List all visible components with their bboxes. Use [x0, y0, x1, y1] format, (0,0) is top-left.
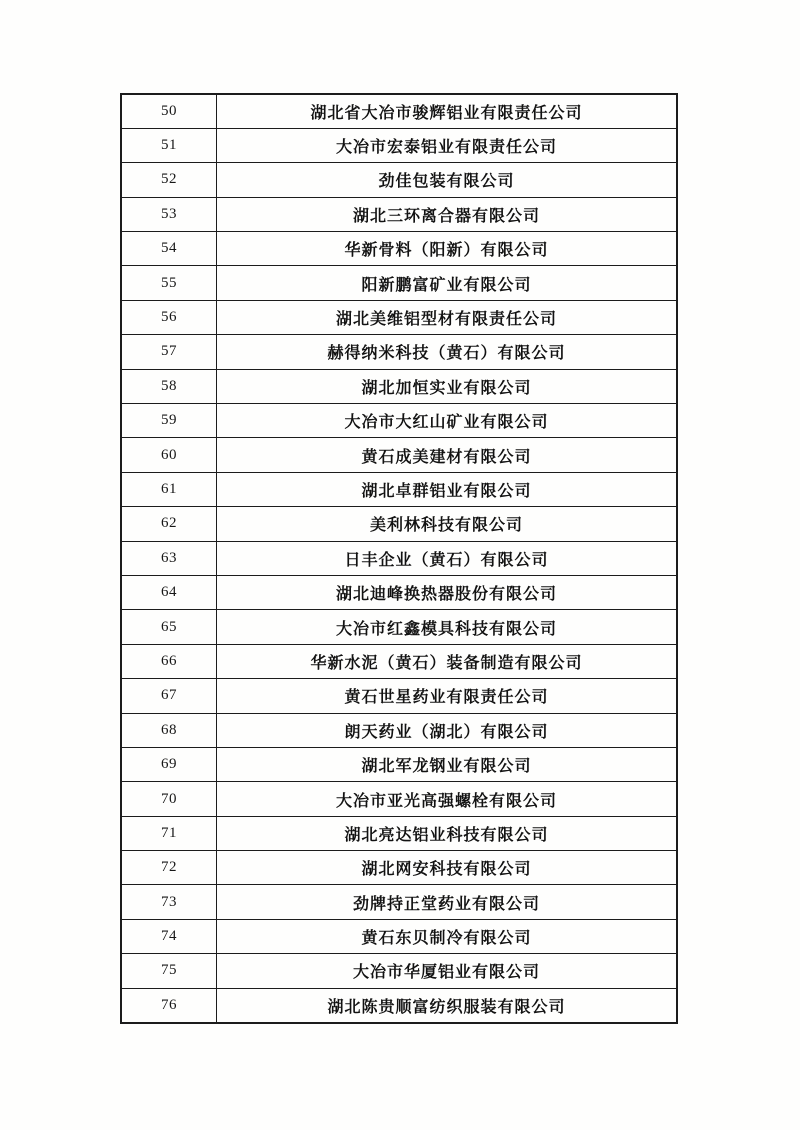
table-row	[121, 851, 677, 885]
row-number-cell: 60	[121, 438, 217, 472]
row-number-cell: 71	[121, 816, 217, 850]
row-number-cell: 69	[121, 747, 217, 781]
row-number-cell: 64	[121, 575, 217, 609]
company-name-cell: 大冶市红鑫模具科技有限公司	[217, 610, 678, 644]
company-name-cell: 日丰企业（黄石）有限公司	[217, 541, 678, 575]
company-name-cell: 美利林科技有限公司	[217, 507, 678, 541]
company-name-cell: 湖北网安科技有限公司	[217, 851, 678, 885]
company-name-cell: 湖北加恒实业有限公司	[217, 369, 678, 403]
company-name-cell: 湖北亮达铝业科技有限公司	[217, 816, 678, 850]
row-number-cell: 55	[121, 266, 217, 300]
company-name-cell: 湖北军龙钢业有限公司	[217, 747, 678, 781]
table-row	[121, 369, 677, 403]
company-name-cell: 大冶市华厦铝业有限公司	[217, 954, 678, 988]
row-number-cell: 68	[121, 713, 217, 747]
row-number-cell: 66	[121, 644, 217, 678]
row-number-cell: 53	[121, 197, 217, 231]
table-row	[121, 610, 677, 644]
company-name-cell: 华新骨料（阳新）有限公司	[217, 232, 678, 266]
table-row	[121, 988, 677, 1022]
row-number-cell: 73	[121, 885, 217, 919]
table-row	[121, 713, 677, 747]
company-table	[120, 93, 678, 1024]
table-row	[121, 954, 677, 988]
company-name-cell: 阳新鹏富矿业有限公司	[217, 266, 678, 300]
company-name-cell: 大冶市大红山矿业有限公司	[217, 404, 678, 438]
row-number-cell: 70	[121, 782, 217, 816]
row-number-cell: 56	[121, 300, 217, 334]
company-name-cell: 大冶市宏泰铝业有限责任公司	[217, 128, 678, 162]
company-name-cell: 湖北迪峰换热器股份有限公司	[217, 575, 678, 609]
company-name-cell: 大冶市亚光高强螺栓有限公司	[217, 782, 678, 816]
table-row	[121, 232, 677, 266]
row-number-cell: 57	[121, 335, 217, 369]
table-row	[121, 747, 677, 781]
table-row	[121, 885, 677, 919]
company-name-cell: 湖北陈贵顺富纺织服装有限公司	[217, 988, 678, 1022]
table-row	[121, 266, 677, 300]
company-table-body	[121, 94, 677, 1023]
table-row	[121, 197, 677, 231]
table-row	[121, 575, 677, 609]
table-row	[121, 300, 677, 334]
table-row	[121, 816, 677, 850]
row-number-cell: 54	[121, 232, 217, 266]
row-number-cell: 75	[121, 954, 217, 988]
row-number-cell: 52	[121, 163, 217, 197]
row-number-cell: 50	[121, 94, 217, 128]
company-name-cell: 黄石世星药业有限责任公司	[217, 679, 678, 713]
table-row	[121, 335, 677, 369]
row-number-cell: 72	[121, 851, 217, 885]
row-number-cell: 58	[121, 369, 217, 403]
table-row	[121, 919, 677, 953]
table-row	[121, 163, 677, 197]
company-name-cell: 湖北卓群铝业有限公司	[217, 472, 678, 506]
company-name-cell: 黄石成美建材有限公司	[217, 438, 678, 472]
company-name-cell: 朗天药业（湖北）有限公司	[217, 713, 678, 747]
table-row	[121, 128, 677, 162]
row-number-cell: 74	[121, 919, 217, 953]
table-row	[121, 507, 677, 541]
row-number-cell: 65	[121, 610, 217, 644]
row-number-cell: 62	[121, 507, 217, 541]
table-row	[121, 438, 677, 472]
table-row	[121, 644, 677, 678]
table-row	[121, 404, 677, 438]
company-name-cell: 湖北省大冶市骏辉铝业有限责任公司	[217, 94, 678, 128]
company-name-cell: 黄石东贝制冷有限公司	[217, 919, 678, 953]
row-number-cell: 51	[121, 128, 217, 162]
company-name-cell: 劲佳包装有限公司	[217, 163, 678, 197]
company-name-cell: 赫得纳米科技（黄石）有限公司	[217, 335, 678, 369]
table-row	[121, 782, 677, 816]
table-row	[121, 679, 677, 713]
row-number-cell: 76	[121, 988, 217, 1022]
company-name-cell: 湖北美维铝型材有限责任公司	[217, 300, 678, 334]
table-row	[121, 472, 677, 506]
row-number-cell: 63	[121, 541, 217, 575]
row-number-cell: 59	[121, 404, 217, 438]
company-name-cell: 华新水泥（黄石）装备制造有限公司	[217, 644, 678, 678]
table-row	[121, 541, 677, 575]
company-name-cell: 劲牌持正堂药业有限公司	[217, 885, 678, 919]
row-number-cell: 67	[121, 679, 217, 713]
company-name-cell: 湖北三环离合器有限公司	[217, 197, 678, 231]
row-number-cell: 61	[121, 472, 217, 506]
table-row	[121, 94, 677, 128]
